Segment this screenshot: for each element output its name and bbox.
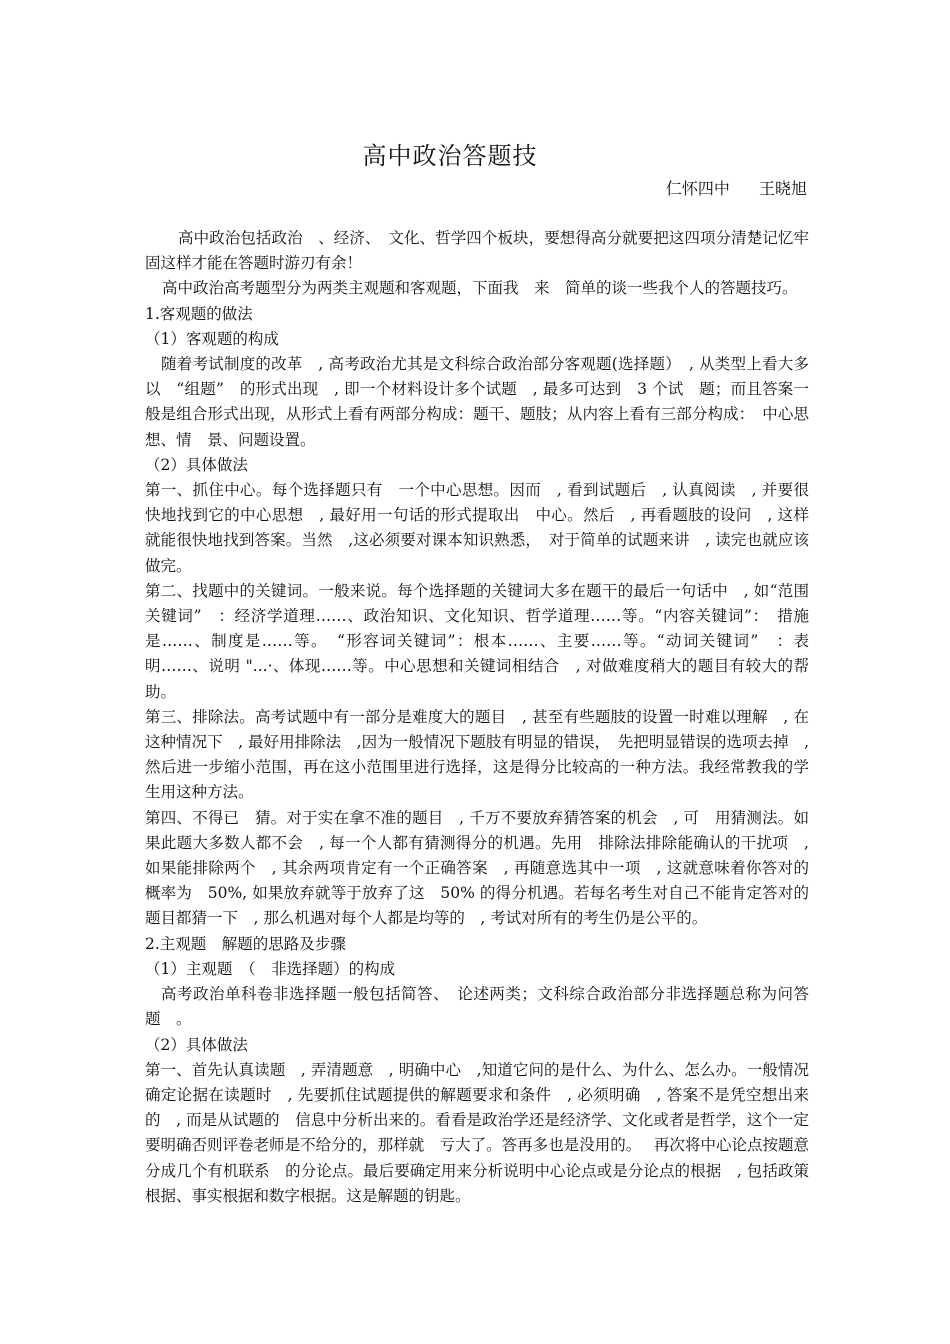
subsection-heading: （2）具体做法: [145, 455, 248, 474]
body-paragraph: 第三、排除法。高考试题中有一部分是难度大的题目 , 甚至有些题肢的设置一时难以理解 , 在这种情况下 , 最好用排除法 ,因为一般情况下题肢有明显的错误， 先把明显错误的选项去掉 , 然后进一步缩小范围，再在这小范围里进行选择，这是得分比较高的一种方法。我经常教我的学生用这种方法。: [145, 707, 809, 802]
author-line: 仁怀四中 王晓旭: [665, 179, 807, 198]
section-heading-objective: 1.客观题的做法: [145, 304, 253, 323]
document-title: 高中政治答题技: [362, 142, 538, 170]
body-paragraph: 第一、抓住中心。每个选择题只有 一个中心思想。因而 , 看到试题后 , 认真阅读 , 并要很快地找到它的中心思想 , 最好用一句话的形式提取出 中心。然后 , 再看题肢的设问 , 这样就能很快地找到答案。当然 ,这必须要对课本知识熟悉， 对于简单的试题来讲 , 读完也就应该做完。: [145, 481, 809, 575]
intro-paragraph-2: 高中政治高考题型分为两类主观题和客观题，下面我 来 简单的谈一些我个人的答题技巧。: [162, 279, 798, 298]
body-paragraph: 高考政治单科卷非选择题一般包括简答、 论述两类；文科综合政治部分非选择题总称为问答题 。: [145, 985, 809, 1029]
section-heading-subjective: 2.主观题 解题的思路及步骤: [145, 934, 346, 953]
body-paragraph: 第一、首先认真读题 , 弄清题意 , 明确中心 ,知道它问的是什么、为什么、怎么办。一般情况 确定论据在读题时 , 先要抓住试题提供的解题要求和条件 , 必须明确 , 答案不是凭空想出来的 , 而是从试题的 信息中分析出来的。看看是政治学还是经济学、文化或者是哲学，这个一定要明确否则评卷老师是不给分的，那样就 亏大了。答再多也是没用的。 再次将中心论点按题意分成几个有机联系 的分论点。最后要确定用来分析说明中心论点或是分论点的根据 , 包括政策根据、事实根据和数字根据。这是解题的钥匙。: [145, 1060, 825, 1205]
subsection-heading: （1）主观题 （ 非选择题）的构成: [145, 959, 396, 978]
subsection-heading: （2）具体做法: [145, 1035, 248, 1054]
body-paragraph: 第四、不得已 猜。对于实在拿不准的题目 , 千万不要放弃猜答案的机会 , 可 用猜测法。如果此题大多数人都不会 , 每一个人都有猜测得分的机遇。先用 排除法排除能确认的干扰项 , 如果能排除两个 , 其余两项肯定有一个正确答案 , 再随意选其中一项 , 这就意味着你答对的概率为 50%, 如果放弃就等于放弃了这 50% 的得分机遇。若每名考生对自己不能肯定答对的题目都猜一下 , 那么机遇对每个人都是均等的 , 考试对所有的考生仍是公平的。: [145, 808, 809, 928]
intro-paragraph: 高中政治包括政治 、经济、 文化、哲学四个板块，要想得高分就要把这四项分清楚记忆牢固这样才能在答题时游刃有余！: [145, 229, 809, 273]
body-paragraph: 随着考试制度的改革 , 高考政治尤其是文科综合政治部分客观题(选择题） , 从类型上看大多以 “组题” 的形式出现 , 即一个材料设计多个试题 , 最多可达到 3 个试 题；而且答案一般是组合形式出现，从形式上看有两部分构成：题干、题肢；从内容上看有三部分构成： 中心思想、情 景、问题设置。: [145, 355, 809, 449]
subsection-heading: （1）客观题的构成: [145, 329, 279, 348]
body-paragraph: 第二、找题中的关键词。一般来说。每个选择题的关键词大多在题干的最后一句话中 , 如“范围关键词” ：经济学道理……、政治知识、文化知识、哲学道理……等。“内容关键词”： 措施 是……、制度是……等。 “形容词关键词”：根本……、主要……等。“动词关键词” ：表明……、说明 "...·、体现……等。中心思想和关键词相结合 , 对做难度稍大的题目有较大的帮助。: [145, 581, 825, 701]
document-body: [145, 226, 825, 1209]
